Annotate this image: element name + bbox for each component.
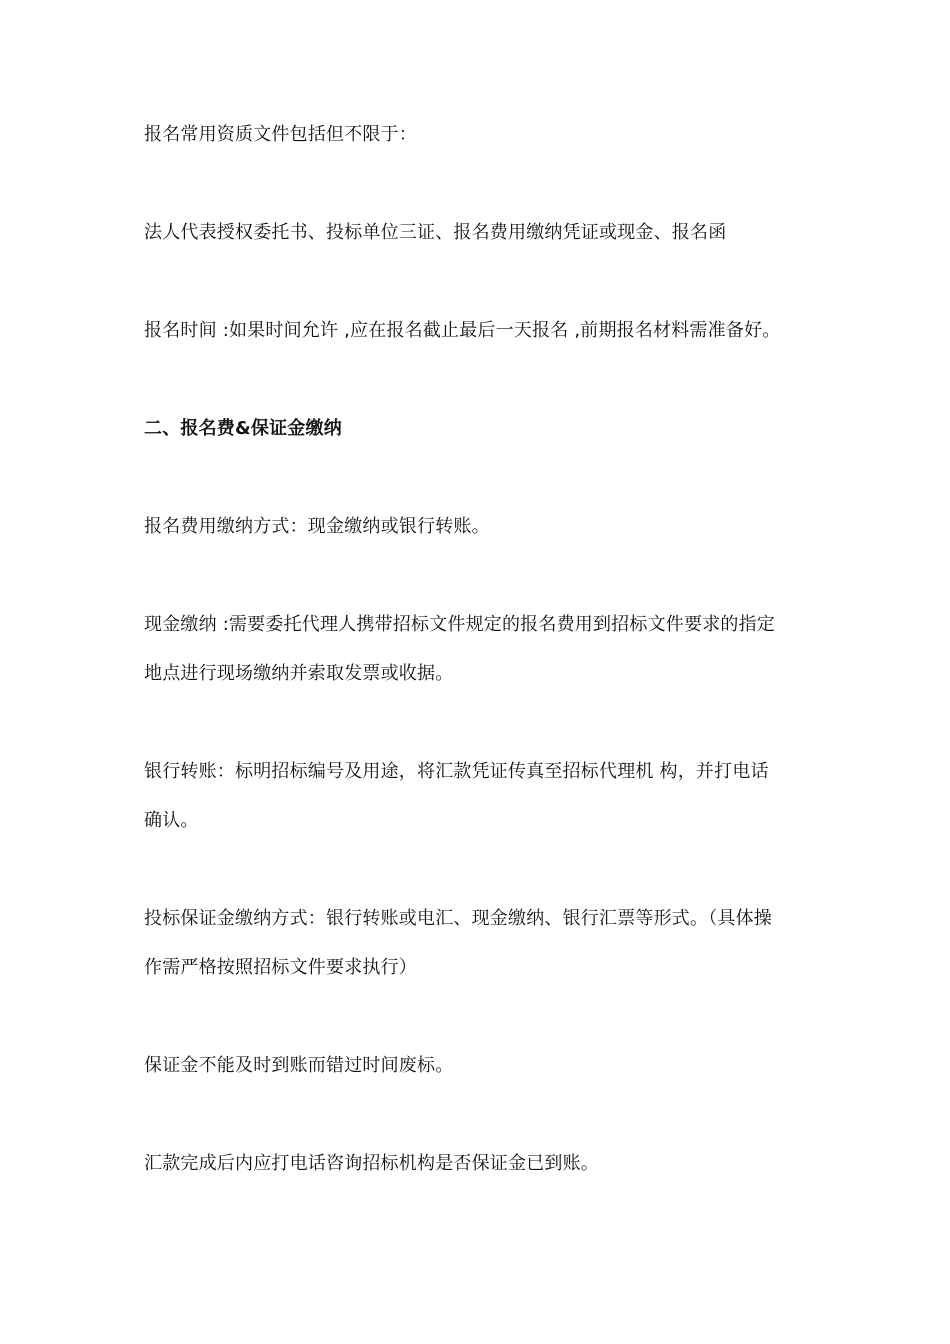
paragraph-required-documents: 法人代表授权委托书、投标单位三证、报名费用缴纳凭证或现金、报名函	[144, 222, 727, 243]
paragraph-bank-transfer-line1: 银行转账：标明招标编号及用途，将汇款凭证传真至招标代理机 构，并打电话	[144, 761, 769, 782]
paragraph-confirm-deposit: 汇款完成后内应打电话咨询招标机构是否保证金已到账。	[144, 1153, 599, 1174]
section-heading-fees-deposit: 二、报名费&保证金缴纳	[144, 418, 342, 439]
paragraph-cash-payment-line1: 现金缴纳 :需要委托代理人携带招标文件规定的报名费用到招标文件要求的指定	[144, 614, 775, 635]
paragraph-deposit-methods-line2: 作需严格按照招标文件要求执行）	[144, 957, 417, 978]
paragraph-cash-payment-line2: 地点进行现场缴纳并索取发票或收据。	[144, 663, 454, 684]
paragraph-deposit-methods-line1: 投标保证金缴纳方式：银行转账或电汇、现金缴纳、银行汇票等形式。（具体操	[144, 908, 772, 929]
paragraph-deposit-late-warning: 保证金不能及时到账而错过时间废标。	[144, 1055, 454, 1076]
paragraph-registration-time: 报名时间 :如果时间允许 ,应在报名截止最后一天报名 ,前期报名材料需准备好。	[144, 320, 781, 341]
paragraph-bank-transfer-line2: 确认。	[144, 810, 199, 831]
paragraph-fee-payment-methods: 报名费用缴纳方式：现金缴纳或银行转账。	[144, 516, 490, 537]
paragraph-qualification-docs: 报名常用资质文件包括但不限于：	[144, 124, 417, 145]
